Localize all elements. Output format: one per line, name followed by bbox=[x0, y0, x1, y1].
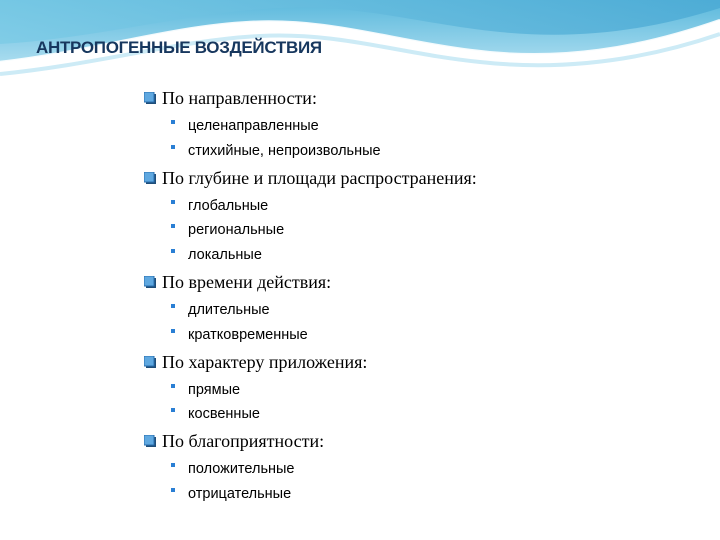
dot-bullet-icon bbox=[171, 120, 175, 124]
dot-bullet-icon bbox=[171, 384, 175, 388]
square-bullet-icon bbox=[144, 172, 156, 184]
list-item bbox=[144, 116, 684, 136]
list-item-text: региональные bbox=[188, 222, 285, 239]
list-item-text: стихийные, непроизвольные bbox=[188, 142, 381, 159]
bullet-list bbox=[144, 86, 684, 509]
section-heading-text: По благоприятности: bbox=[162, 431, 325, 452]
list-item bbox=[144, 300, 684, 320]
section-heading-text: По глубине и площади распространения: bbox=[162, 167, 477, 188]
dot-bullet-icon bbox=[171, 200, 175, 204]
square-bullet-icon bbox=[144, 276, 156, 288]
section-heading-text: По характеру приложения: bbox=[162, 351, 368, 372]
section-heading bbox=[144, 429, 684, 453]
list-item bbox=[144, 245, 684, 265]
section-heading bbox=[144, 166, 684, 190]
dot-bullet-icon bbox=[171, 249, 175, 253]
dot-bullet-icon bbox=[171, 408, 175, 412]
list-item bbox=[144, 484, 684, 504]
list-item-text: целенаправленные bbox=[188, 118, 319, 134]
dot-bullet-icon bbox=[171, 488, 175, 492]
list-item bbox=[144, 404, 684, 424]
square-bullet-icon bbox=[144, 92, 156, 104]
list-item-text: глобальные bbox=[188, 197, 269, 214]
section-heading bbox=[144, 270, 684, 294]
list-item bbox=[144, 459, 684, 479]
dot-bullet-icon bbox=[171, 329, 175, 333]
list-item bbox=[144, 380, 684, 400]
section-heading-text: По времени действия: bbox=[162, 271, 332, 292]
list-item bbox=[144, 220, 684, 240]
square-bullet-icon bbox=[144, 435, 156, 447]
list-item-text: прямые bbox=[188, 381, 241, 398]
dot-bullet-icon bbox=[171, 304, 175, 308]
list-item bbox=[144, 141, 684, 161]
list-item-text: локальные bbox=[188, 247, 262, 264]
section-heading bbox=[144, 86, 684, 110]
section-heading-text: По направленности: bbox=[162, 88, 317, 108]
dot-bullet-icon bbox=[171, 224, 175, 228]
list-item bbox=[144, 196, 684, 216]
slide-title: АНТРОПОГЕННЫЕ ВОЗДЕЙСТВИЯ bbox=[36, 38, 322, 57]
list-item bbox=[144, 325, 684, 345]
dot-bullet-icon bbox=[171, 463, 175, 467]
list-item-text: положительные bbox=[188, 461, 295, 478]
dot-bullet-icon bbox=[171, 145, 175, 149]
list-item-text: длительные bbox=[188, 301, 270, 318]
list-item-text: косвенные bbox=[188, 406, 260, 423]
list-item-text: отрицательные bbox=[188, 485, 292, 502]
list-item-text: кратковременные bbox=[188, 326, 308, 343]
square-bullet-icon bbox=[144, 356, 156, 368]
section-heading bbox=[144, 350, 684, 374]
